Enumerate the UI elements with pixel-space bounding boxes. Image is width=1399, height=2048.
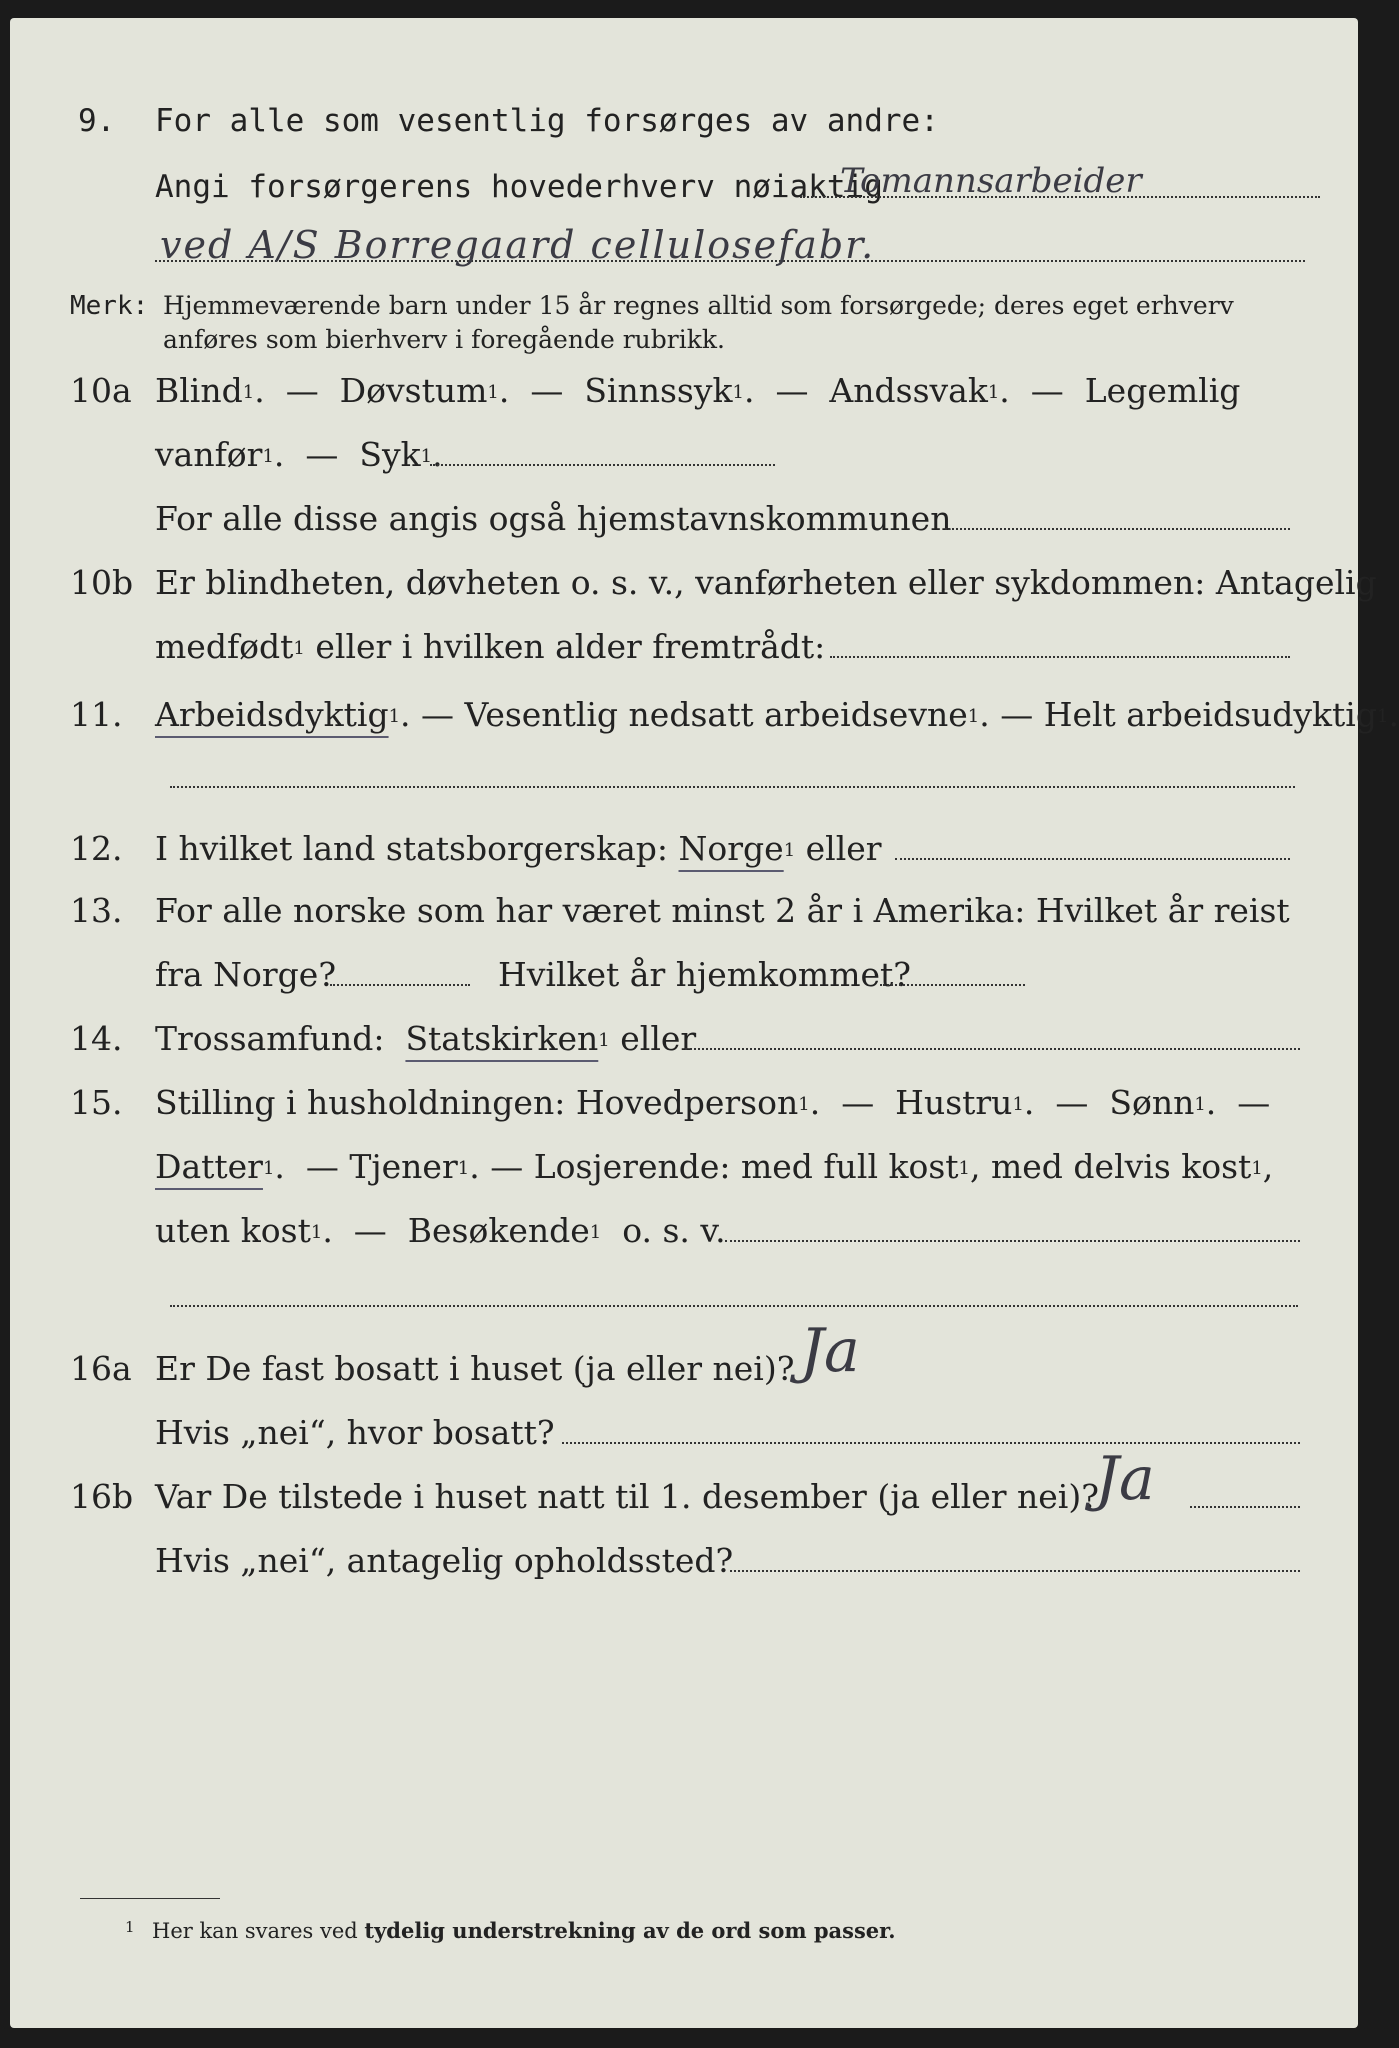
q16b-opholdssted-line (730, 1570, 1300, 1572)
q13-line-2b: Hvilket år hjemkommet? (498, 955, 911, 994)
opt-legemlig: Legemlig (1084, 371, 1241, 410)
footnote-text: Her kan svares ved tydelig understrekning av de ord som passer. (152, 1918, 896, 1943)
merk-line-2: anføres som bierhverv i foregående rubrikk. (163, 325, 725, 354)
q9-prompt: Angi forsørgerens hovederhverv nøiaktig (155, 169, 883, 205)
q10b-answer-line (830, 656, 1290, 658)
opt-udyktig: Helt arbeidsudyktig (1043, 695, 1377, 734)
q16b-answer: Ja (1095, 1444, 1155, 1514)
merk-label: Merk: (70, 291, 149, 321)
q9-title: For alle som vesentlig forsørges av andre: (155, 103, 939, 139)
q16a-answer-line (562, 1442, 1300, 1444)
q15-line-1: Stilling i husholdningen: Hovedperson$^1$. — Hustru$^1$. — Sønn$^1$. — (155, 1083, 1271, 1122)
opt-norge: Norge (678, 829, 784, 868)
q13-line-2a: fra Norge? (155, 955, 337, 994)
q13-number: 13. (70, 891, 123, 930)
q9-answer-1: Tomannsarbeider (840, 161, 1142, 201)
q14-text: Trossamfund: Statskirken$^1$ eller (155, 1019, 697, 1058)
opt-dovstum: Døvstum (339, 371, 488, 410)
q14-number: 14. (70, 1019, 123, 1058)
q9-number: 9. (78, 103, 116, 139)
merk-line-1: Hjemmeværende barn under 15 år regnes alltid som forsørgede; deres eget erhverv (163, 291, 1234, 320)
q15-blank-line (170, 1305, 1298, 1307)
opt-blind: Blind (155, 371, 243, 410)
q16b-line-1: Var De tilstede i huset natt til 1. desember (ja eller nei)? (155, 1477, 1099, 1516)
q15-line-2: Datter$^1$. — Tjener$^1$. — Losjerende: med full kost$^1$, med delvis kost$^1$, (155, 1147, 1274, 1186)
opt-statskirken: Statskirken (405, 1019, 599, 1058)
q13-line-1: For alle norske som har været minst 2 år i Amerika: Hvilket år reist (155, 891, 1290, 930)
q12-number: 12. (70, 829, 123, 868)
q15-answer-line (725, 1240, 1300, 1242)
q16b-number: 16b (70, 1477, 134, 1516)
q10a-hjemstavn-line (945, 528, 1290, 530)
q16b-answer-line (1190, 1506, 1300, 1508)
q11-options: Arbeidsdyktig$^1$. — Vesentlig nedsatt arbeidsevne$^1$. — Helt arbeidsudyktig$^1$. (155, 695, 1399, 734)
q16b-line-2: Hvis „nei“, antagelig opholdssted? (155, 1541, 734, 1580)
opt-vanfor: vanfør (155, 435, 263, 474)
q9-answer-2: ved A/S Borregaard cellulosefabr. (160, 223, 876, 267)
opt-andssvak: Andssvak (829, 371, 988, 410)
q13-hjemkommet-line (880, 984, 1025, 986)
q10a-number: 10a (70, 371, 132, 410)
q16a-answer: Ja (800, 1316, 860, 1386)
footnote-mark: 1 (125, 1918, 135, 1936)
q16a-number: 16a (70, 1349, 132, 1388)
q16a-line-2: Hvis „nei“, hvor bosatt? (155, 1413, 555, 1452)
q13-reist-line (330, 984, 470, 986)
q11-number: 11. (70, 695, 123, 734)
q15-number: 15. (70, 1083, 123, 1122)
q14-answer-line (685, 1048, 1300, 1050)
q10a-options: Blind$^1$. — Døvstum$^1$. — Sinnssyk$^1$. — Andssvak$^1$. — Legemlig (155, 371, 1241, 410)
opt-syk: Syk (359, 435, 421, 474)
q10a-options-2: vanfør$^1$. — Syk$^1$. (155, 435, 443, 474)
q12-text: I hvilket land statsborgerskap: Norge$^1$ eller (155, 829, 882, 868)
q10a-syk-line (430, 464, 775, 466)
opt-arbeidsdyktig: Arbeidsdyktig (155, 695, 389, 734)
q10b-number: 10b (70, 563, 134, 602)
census-form-page (10, 18, 1399, 2028)
opt-nedsatt: Vesentlig nedsatt arbeidsevne (464, 695, 968, 734)
q10b-line-1: Er blindheten, døvheten o. s. v., vanførheten eller sykdommen: Antagelig (155, 563, 1377, 602)
q10a-hjemstavn: For alle disse angis også hjemstavnskommunen (155, 499, 952, 538)
q11-blank-line (170, 786, 1295, 788)
q10b-line-2: medfødt$^1$ eller i hvilken alder fremtrådt: (155, 627, 826, 666)
q12-answer-line (895, 858, 1290, 860)
opt-datter: Datter (155, 1147, 263, 1186)
q15-line-3: uten kost$^1$. — Besøkende$^1$ o. s. v. (155, 1211, 726, 1250)
footnote-rule (80, 1898, 220, 1899)
q16a-line-1: Er De fast bosatt i huset (ja eller nei)? (155, 1349, 795, 1388)
opt-sinnssyk: Sinnssyk (584, 371, 733, 410)
